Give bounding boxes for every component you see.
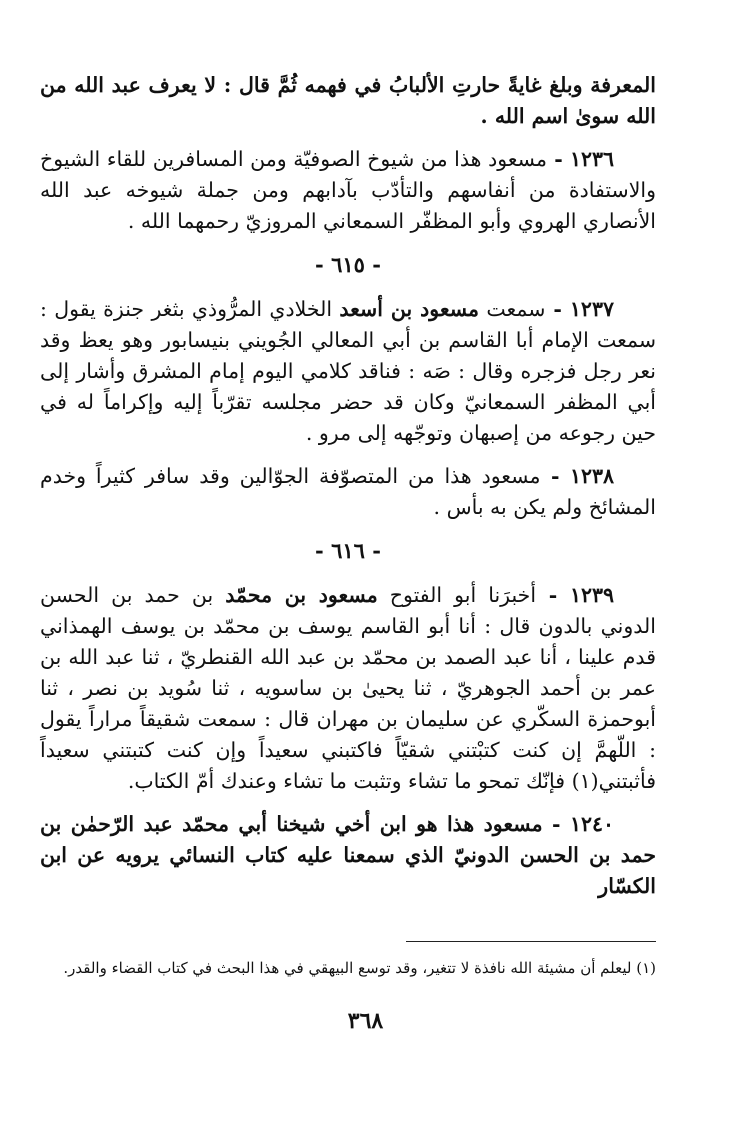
biography-entry	[40, 580, 656, 797]
body-text: مسعود هذا من شيوخ الصوفيّة ومن المسافرين للقاء الشيوخ والاستفادة من أنفاسهم والتأدّب بآدابهم ومن جملة شيوخه عبد الله الأنصاري الهروي وأبو المظفّر السمعاني المروزيّ رحمهما الله .	[40, 147, 656, 233]
body-text: بن حمد بن الحسن الدوني بالدون قال : أنا أبو القاسم يوسف بن محمّد بن يوسف الهمذاني قدم علينا ، أنا عبد الصمد بن محمّد بن عبد الله القنطريّ ، ثنا عبد الله بن عمر بن أحمد الجوهريّ ، ثنا يحيىٰ بن ساسويه ، ثنا سُويد بن نصر ، ثنا أبوحمزة السكّري عن سليمان بن مهران قال : سمعت شقيقاً مراراً يقول : اللّهمَّ إن كنت كتبْتني شقيّاً فاكتبني سعيداً وإن كنت كتبتني سعيداً فأثبتني(١) فإنّك تمحو ما تشاء وتثبت ما تشاء وعندك أمّ الكتاب.	[40, 583, 656, 793]
body-text: الخلادي المرُّوذي بثغر جنزة يقول : سمعت الإمام أبا القاسم بن أبي المعالي الجُويني بنيسابور وهو يعظ وقد نعر رجل فزجره وقال : صَه : فناقد كلامي اليوم إمام المشرق وأشار إلى أبي المظفر السمعانيّ وكان قد حضر مجلسه تقرّباً إليه وإكراماً له في حين رجوعه من إصبهان وتوجّهه إلى مرو .	[40, 297, 656, 445]
bold-text: ١٢٣٩ -	[536, 583, 614, 607]
paragraph-continuation	[40, 70, 656, 132]
footnote-divider	[406, 941, 656, 942]
biography-entry	[40, 144, 656, 237]
biography-entry	[40, 294, 656, 449]
body-text: مسعود هذا من المتصوّفة الجوّالين وقد سافر كثيراً وخدم المشائخ ولم يكن به بأس .	[40, 464, 656, 519]
bold-text: مسعود بن محمّد	[225, 583, 378, 607]
bold-text: ١٢٣٨ -	[540, 464, 614, 488]
page-number: ٣٦٨	[347, 1008, 384, 1034]
bold-text: مسعود بن أسعد	[339, 297, 480, 321]
footnote: (١) ليعلم أن مشيئة الله نافذة لا تتغير، وقد توسع البيهقي في هذا البحث في كتاب القضاء والقدر.	[63, 959, 656, 977]
body-text: سمعت	[479, 297, 546, 321]
biography-entry	[40, 809, 656, 902]
main-text	[40, 70, 656, 914]
bold-text: مسعود هذا هو ابن أخي شيخنا أبي محمّد عبد الرّحمٰن بن حمد بن الحسن الدونيّ الذي سمعنا عليه كتاب النسائي يرويه عن ابن الكسّار	[40, 812, 656, 898]
section-page-marker: - ٦١٥ -	[315, 252, 381, 277]
section-page-marker: - ٦١٦ -	[315, 538, 381, 563]
bold-text: ١٢٣٧ -	[545, 297, 614, 321]
bold-text: المعرفة وبلغ غايةً حارتِ الألبابُ في فهمه ثُمَّ قال : لا يعرف عبد الله من الله سوىٰ اسم الله .	[40, 73, 656, 128]
body-text: أخبرَنا أبو الفتوح	[377, 583, 537, 607]
biography-entry	[40, 461, 656, 523]
bold-text: ١٢٤٠ -	[542, 812, 614, 836]
bold-text: ١٢٣٦ -	[546, 147, 614, 171]
